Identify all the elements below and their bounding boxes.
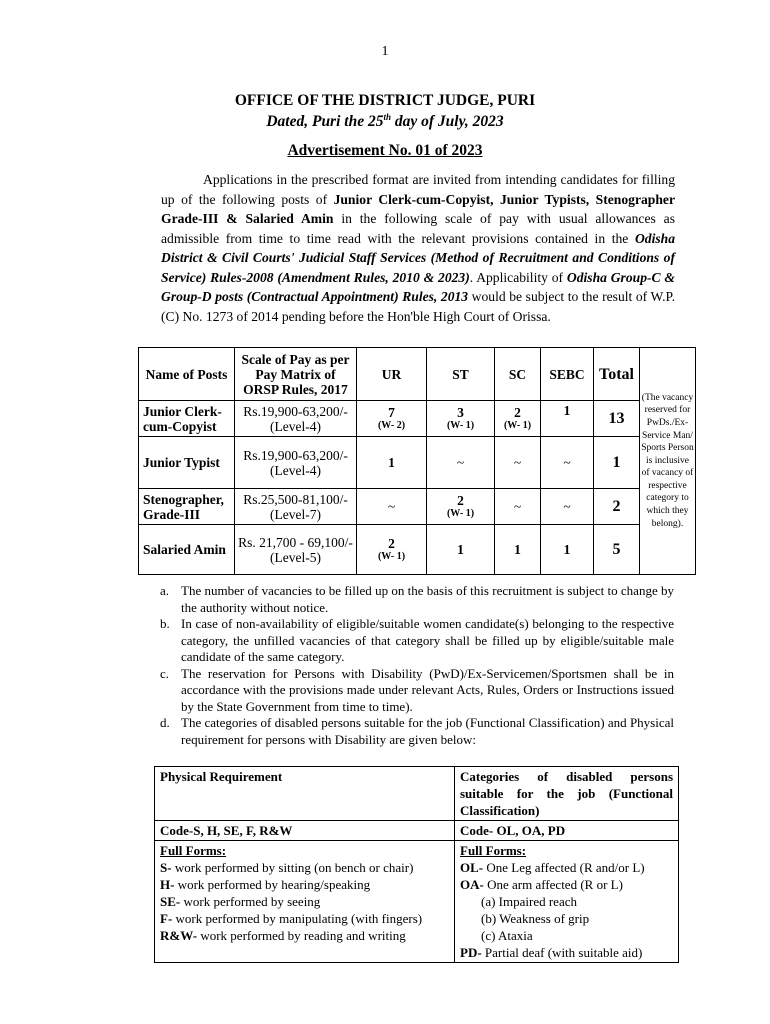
post-name: Stenographer, Grade-III	[139, 489, 235, 525]
page-number: 1	[381, 44, 389, 59]
pr-code-right: Code- OL, OA, PD	[455, 821, 679, 841]
item-text: work performed by manipulating (with fingers)	[172, 911, 423, 926]
item-text: One Leg affected (R and/or L)	[483, 860, 645, 875]
pr-header-left: Physical Requirement	[155, 767, 455, 821]
sebc-cell	[541, 401, 594, 437]
intro-text-3: . Applicability of	[469, 269, 567, 285]
item-code: PD-	[460, 945, 482, 960]
note-text: The number of vacancies to be filled up on the basis of this recruitment is subject to change by the authority without notice.	[181, 583, 674, 615]
item-code: S-	[160, 860, 172, 875]
list-item	[460, 859, 673, 876]
total-count: 1	[594, 437, 640, 489]
list-item	[160, 927, 449, 944]
item-code: R&W-	[160, 928, 198, 943]
sebc-cell	[541, 525, 594, 575]
list-item	[160, 910, 449, 927]
sebc-count: ~	[541, 437, 594, 489]
list-item	[460, 944, 673, 961]
vacancy-note: (The vacancy reserved for PwDs./Ex-Service Man/ Sports Person is inclusive of vacancy of respective category to which they belong).	[640, 348, 696, 575]
item-text: One arm affected (R or L)	[483, 877, 623, 892]
list-item: (b) Weakness of grip	[481, 911, 590, 926]
list-item: (c) Ataxia	[481, 928, 533, 943]
item-code: F-	[160, 911, 173, 926]
list-item	[460, 876, 673, 893]
sebc-count: 1	[563, 542, 571, 557]
posts-table	[138, 347, 696, 575]
header-ur: UR	[357, 348, 427, 401]
office-heading: OFFICE OF THE DISTRICT JUDGE, PURI	[234, 92, 536, 109]
ur-count: ~	[357, 489, 427, 525]
list-item	[160, 666, 674, 716]
post-scale: Rs.19,900-63,200/-(Level-4)	[235, 401, 357, 437]
full-forms-heading: Full Forms:	[160, 843, 227, 858]
list-item: (a) Impaired reach	[481, 894, 577, 909]
ur-women: (W- 1)	[377, 551, 406, 562]
list-item	[160, 616, 674, 666]
pr-forms-left	[155, 841, 455, 963]
item-text: work performed by hearing/speaking	[174, 877, 371, 892]
intro-text-2: in the following scale of pay with usual allowances as admissible from time to time read with the relevant provisions contained in the	[161, 211, 675, 246]
post-name: Junior Typist	[139, 437, 235, 489]
note-text: In case of non-availability of eligible/suitable women candidate(s) belonging to the respective category, the unfilled vacancies of that category shall be filled up by eligible/suitable male candidate of the same category.	[181, 616, 674, 664]
st-cell	[427, 525, 495, 575]
post-name: Salaried Amin	[139, 525, 235, 575]
header-name-of-posts: Name of Posts	[139, 348, 235, 401]
dated-suffix: day of July, 2023	[390, 113, 504, 130]
pr-forms-row	[155, 841, 679, 963]
sc-cell	[495, 401, 541, 437]
table-row	[139, 437, 696, 489]
table-row	[139, 401, 696, 437]
ur-count: 7	[388, 405, 395, 420]
st-women: (W- 1)	[446, 420, 475, 431]
ur-women: (W- 2)	[377, 420, 406, 431]
intro-rules-2008: Odisha District & Civil Courts' Judicial Staff Services (Method of Recruitment and Conditions of Service) Rules-2008 (Amendment Rules, 2010 & 2023)	[161, 230, 675, 285]
list-item	[160, 583, 674, 616]
pr-header-right: Categories of disabled persons suitable for the job (Functional Classification)	[455, 767, 679, 821]
ur-count: 1	[388, 455, 395, 470]
header-st: ST	[427, 348, 495, 401]
sc-cell	[495, 525, 541, 575]
notes-list	[160, 583, 674, 748]
item-code: SE-	[160, 894, 181, 909]
post-scale: Rs. 21,700 - 69,100/- (Level-5)	[235, 525, 357, 575]
ur-cell	[357, 437, 427, 489]
physical-requirement-table	[154, 766, 679, 963]
sc-count: 1	[514, 542, 521, 557]
st-count: 3	[457, 405, 464, 420]
ur-cell	[357, 525, 427, 575]
intro-text-1: Applications in the prescribed format are invited from intending candidates for filling up of the following posts of	[161, 172, 675, 207]
pr-code-left: Code-S, H, SE, F, R&W	[155, 821, 455, 841]
st-count: ~	[427, 437, 495, 489]
note-text: The reservation for Persons with Disability (PwD)/Ex-Servicemen/Sportsmen shall be in accordance with the provisions made under relevant Acts, Rules, Orders or Instructions issued by the State Government from time to time).	[181, 665, 674, 714]
pr-code-row	[155, 821, 679, 841]
list-item	[160, 893, 449, 910]
st-cell	[427, 401, 495, 437]
advertisement-number: Advertisement No. 01 of 2023	[287, 142, 483, 159]
st-count: 1	[457, 542, 464, 557]
note-letter: d.	[160, 715, 170, 730]
table-row	[139, 489, 696, 525]
sc-count: ~	[495, 489, 541, 525]
dated-line	[0, 112, 770, 131]
post-scale: Rs.19,900-63,200/-(Level-4)	[235, 437, 357, 489]
intro-paragraph	[161, 170, 675, 326]
sebc-count: 1	[563, 403, 571, 418]
sebc-count: ~	[541, 489, 594, 525]
note-text: The categories of disabled persons suitable for the job (Functional Classification) and Physical requirement for persons with Disability are given below:	[181, 715, 674, 747]
st-women: (W- 1)	[446, 508, 475, 519]
header-scale-of-pay: Scale of Pay as per Pay Matrix of ORSP Rules, 2017	[235, 348, 357, 401]
item-text: work performed by seeing	[180, 894, 321, 909]
note-letter: c.	[160, 665, 170, 681]
intro-rules-2013: Odisha Group-C & Group-D posts (Contractual Appointment) Rules, 2013	[161, 269, 675, 304]
pr-forms-right	[455, 841, 679, 963]
ur-count: 2	[388, 536, 395, 551]
dated-sup: th	[383, 112, 391, 122]
sc-count: ~	[495, 437, 541, 489]
total-count: 2	[594, 489, 640, 525]
pr-header-row	[155, 767, 679, 821]
posts-header-row	[139, 348, 696, 401]
post-name: Junior Clerk-cum-Copyist	[139, 401, 235, 437]
ur-cell	[357, 401, 427, 437]
full-forms-heading: Full Forms:	[460, 843, 527, 858]
post-scale: Rs.25,500-81,100/-(Level-7)	[235, 489, 357, 525]
table-row	[139, 525, 696, 575]
list-item	[160, 859, 449, 876]
dated-prefix: Dated, Puri the 25	[266, 113, 384, 130]
header-total: Total	[594, 348, 640, 401]
st-cell	[427, 489, 495, 525]
header-sebc: SEBC	[541, 348, 594, 401]
item-code: H-	[160, 877, 175, 892]
total-count: 5	[594, 525, 640, 575]
item-text: work performed by sitting (on bench or chair)	[171, 860, 414, 875]
item-code: OA-	[460, 877, 484, 892]
header-sc: SC	[495, 348, 541, 401]
sc-women: (W- 1)	[503, 420, 532, 431]
note-letter: a.	[160, 583, 170, 598]
note-letter: b.	[160, 616, 170, 631]
sc-count: 2	[514, 405, 521, 420]
intro-posts-list: Junior Clerk-cum-Copyist, Junior Typists, Stenographer Grade-III & Salaried Amin	[161, 191, 675, 226]
intro-text-4: would be subject to the result of W.P.(C) No. 1273 of 2014 pending before the Hon'ble High Court of Orissa.	[161, 289, 675, 324]
item-code: OL-	[460, 860, 484, 875]
list-item	[160, 715, 674, 748]
st-count: 2	[457, 493, 464, 508]
list-item	[160, 876, 449, 893]
item-text: Partial deaf (with suitable aid)	[481, 945, 643, 960]
total-count: 13	[594, 401, 640, 437]
item-text: work performed by reading and writing	[197, 928, 406, 943]
